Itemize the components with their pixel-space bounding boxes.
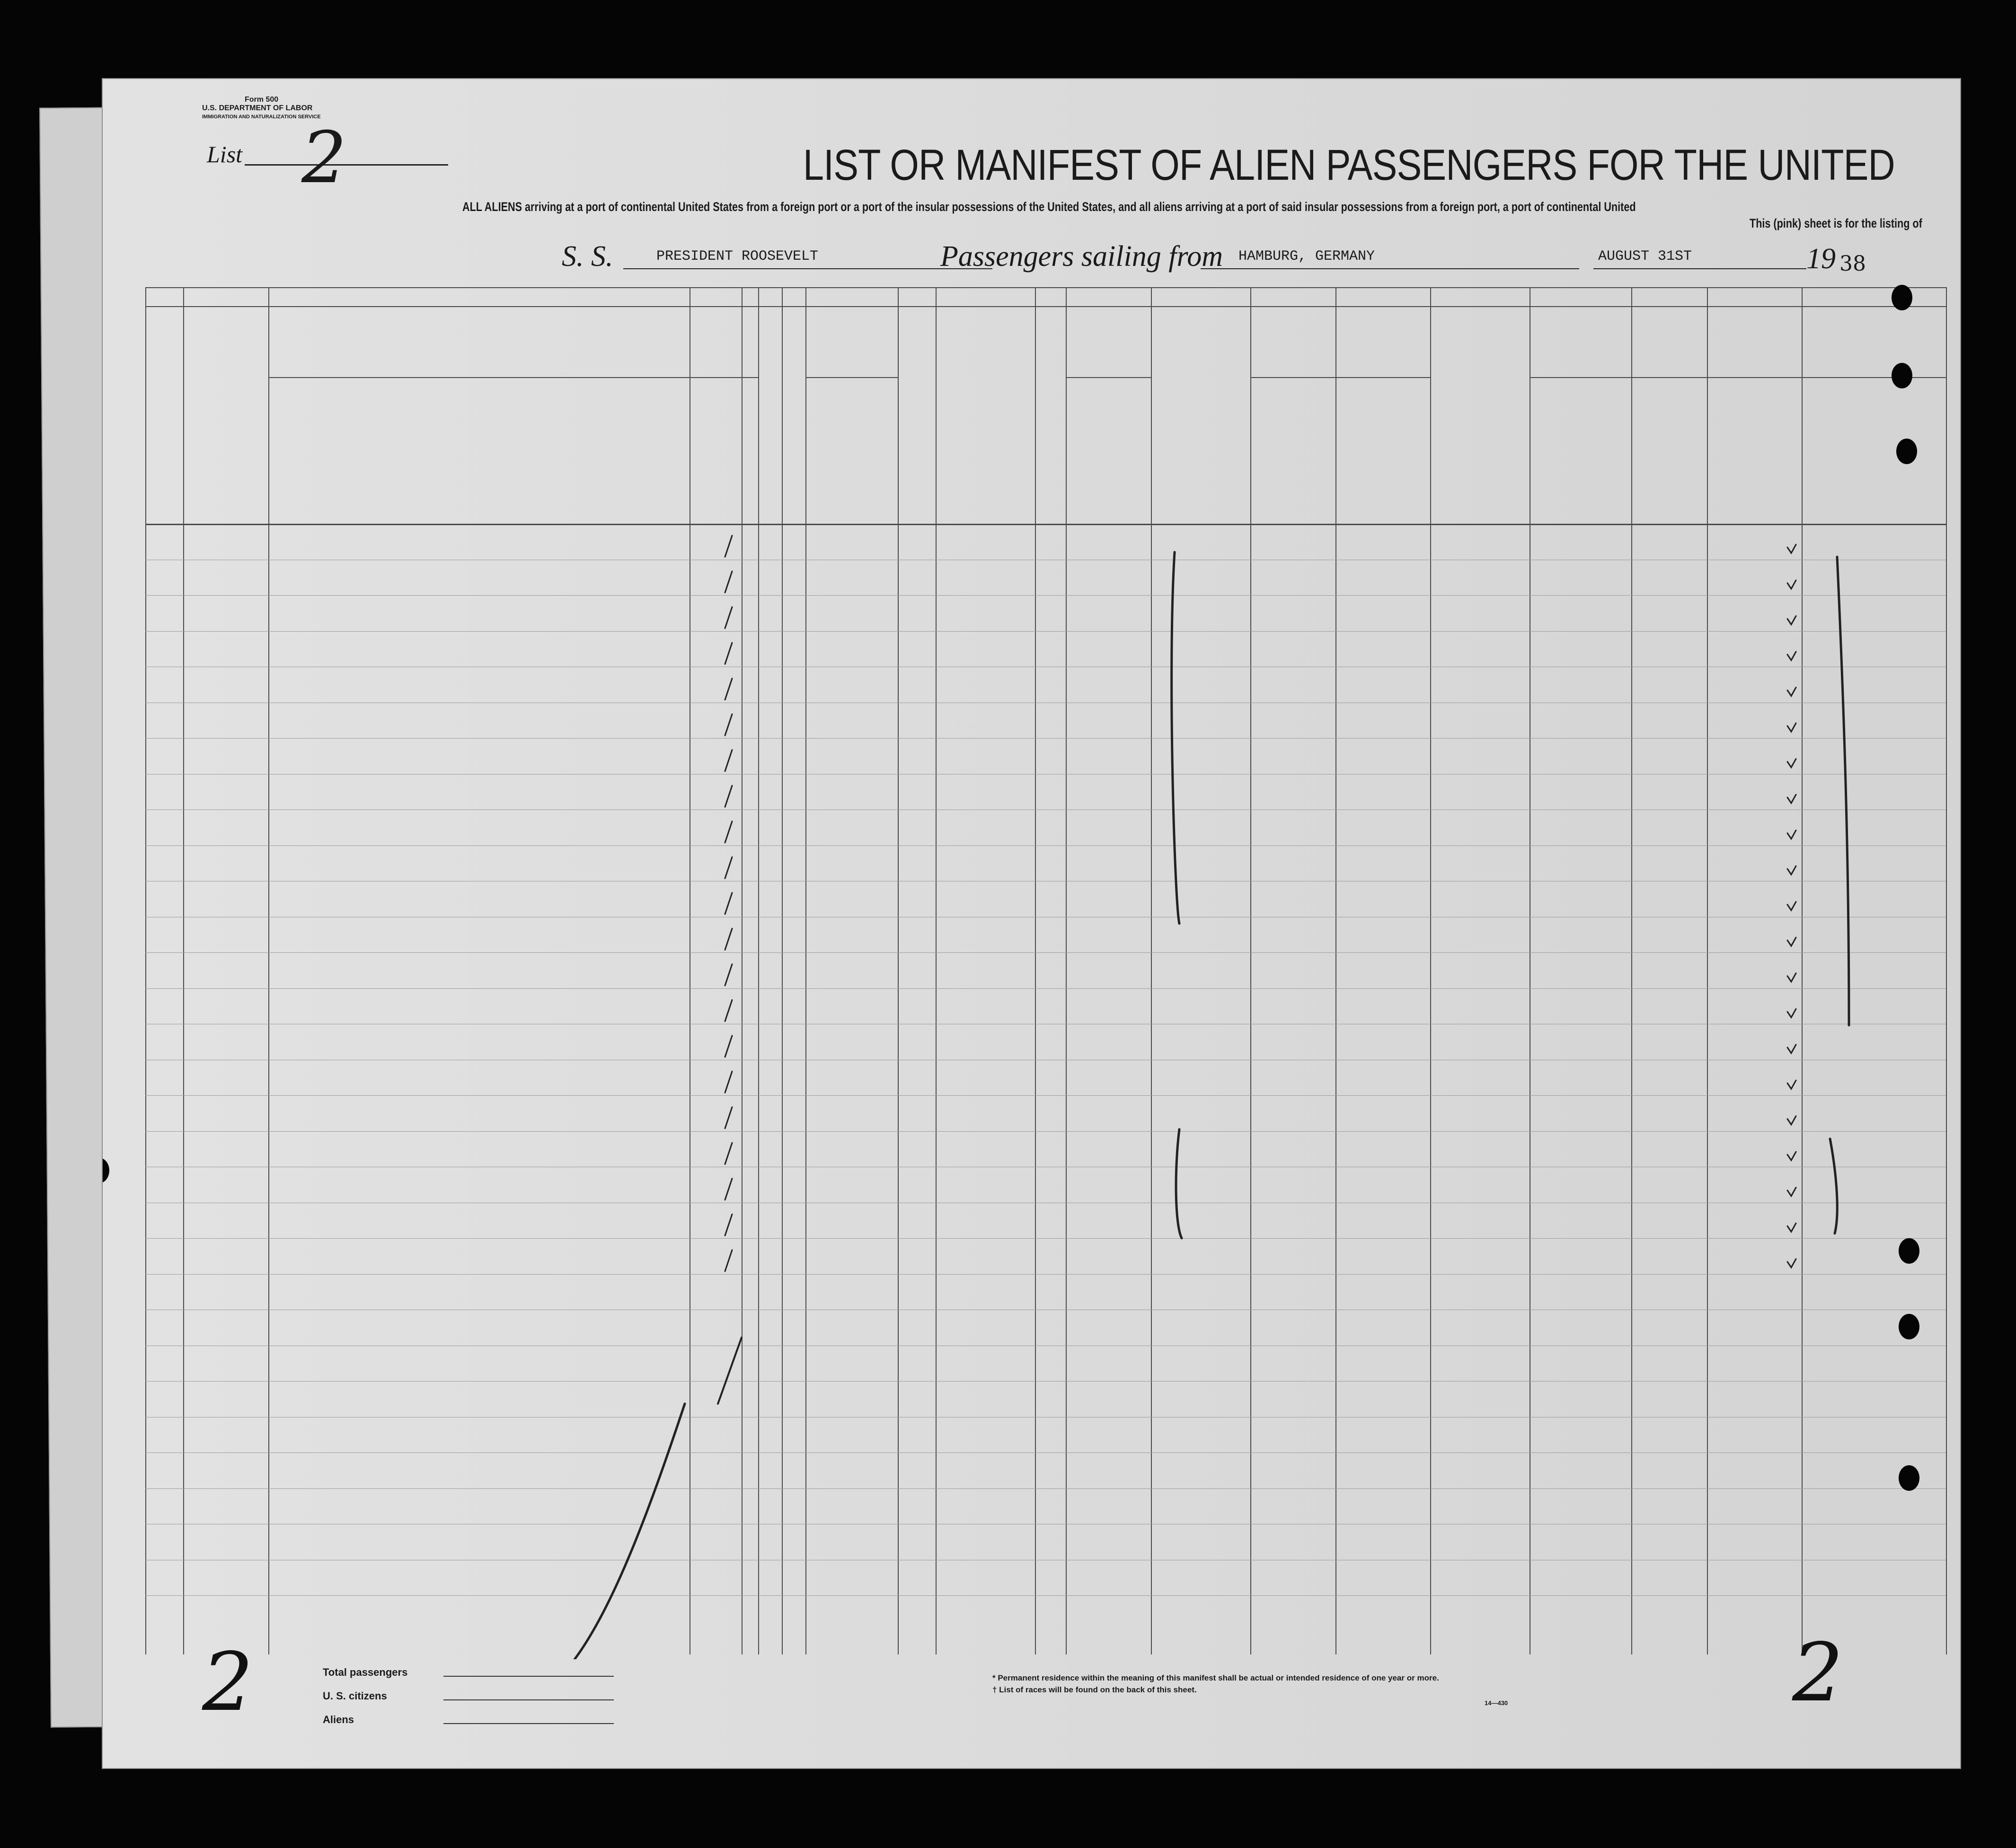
ditto-bracket: [1837, 557, 1849, 1025]
punch-hole: [1899, 1238, 1919, 1264]
tick-mark: [725, 572, 732, 593]
tick-mark: [725, 786, 732, 807]
tick-mark: [725, 607, 732, 628]
check-mark: [1787, 1152, 1796, 1161]
tick-mark: [725, 857, 732, 879]
check-mark: [1787, 545, 1796, 553]
tick-mark: [725, 643, 732, 664]
form-number: Form 500: [245, 96, 279, 104]
manifest-subtitle: ALL ALIENS arriving at a port of continental United States from a foreign port or a port of the insular possessions of the United States, and all aliens arriving at a port of said insular possessions from a foreign port, a port of continental United: [462, 200, 1636, 214]
tick-mark: [725, 1107, 732, 1128]
check-mark: [1787, 973, 1796, 982]
check-mark: [1787, 866, 1796, 875]
check-mark: [1787, 1045, 1796, 1053]
check-mark: [1787, 1223, 1796, 1232]
us-citizens-line: [443, 1699, 614, 1700]
manifest-title: LIST OR MANIFEST OF ALIEN PASSENGERS FOR THE UNITED: [803, 141, 1895, 189]
punch-hole: [1892, 363, 1912, 388]
tick-mark: [725, 750, 732, 771]
ditto-bracket: [1176, 1129, 1182, 1238]
tick-mark: [725, 536, 732, 557]
tick-mark: [725, 714, 732, 736]
column-rule: [1946, 287, 1947, 1654]
check-mark: [1787, 795, 1796, 803]
tick-mark: [725, 1072, 732, 1093]
sailing-label: Passengers sailing from: [940, 240, 1223, 273]
check-mark: [1787, 830, 1796, 839]
service: IMMIGRATION AND NATURALIZATION SERVICE: [202, 114, 321, 120]
check-mark: [1787, 902, 1796, 910]
department: U.S. DEPARTMENT OF LABOR: [202, 104, 313, 112]
footnote-races: † List of races will be found on the back of this sheet.: [992, 1685, 1197, 1694]
corner-mark-left: 2: [202, 1636, 254, 1729]
punch-hole: [1899, 1465, 1919, 1491]
row-strike-line: [718, 1338, 742, 1404]
manifest-table: [145, 287, 1946, 1659]
sailing-date: AUGUST 31ST: [1598, 248, 1692, 264]
footnote-residence: * Permanent residence within the meaning of this manifest shall be actual or intended residence of one year or more.: [992, 1673, 1439, 1682]
total-passengers-line: [443, 1676, 614, 1677]
punch-hole: [1892, 285, 1912, 310]
punch-hole: [1896, 439, 1917, 464]
manifest-sheet: [102, 78, 1961, 1769]
tick-mark: [725, 678, 732, 700]
ditto-bracket: [1830, 1139, 1837, 1233]
check-mark: [1787, 652, 1796, 660]
year-prefix: 19: [1806, 243, 1836, 275]
year-suffix: 38: [1839, 252, 1866, 276]
total-passengers-label: Total passengers: [323, 1666, 408, 1678]
check-mark: [1787, 616, 1796, 625]
check-mark: [1787, 1081, 1796, 1089]
check-mark: [1787, 723, 1796, 732]
tick-mark: [725, 1250, 732, 1271]
check-mark: [1787, 759, 1796, 767]
check-mark: [1787, 1009, 1796, 1018]
tick-mark: [725, 1143, 732, 1164]
footer-code: 14—430: [1485, 1699, 1508, 1707]
tick-mark: [725, 1179, 732, 1200]
corner-mark-right: 2: [1792, 1626, 1844, 1720]
tick-mark: [725, 964, 732, 986]
tick-mark: [725, 893, 732, 914]
aliens-label: Aliens: [323, 1714, 354, 1725]
check-mark: [1787, 938, 1796, 946]
port-underline: [1201, 268, 1579, 269]
punch-hole: [1899, 1314, 1919, 1339]
tick-mark: [725, 821, 732, 843]
list-label: List: [207, 141, 243, 167]
tick-mark: [725, 929, 732, 950]
check-mark: [1787, 1116, 1796, 1125]
aliens-line: [443, 1723, 614, 1724]
check-mark: [1787, 581, 1796, 589]
punch-hole: [102, 1158, 109, 1183]
manifest-subtitle-2: This (pink) sheet is for the listing of: [1750, 216, 1922, 230]
ship-underline: [623, 268, 992, 269]
ship-name: PRESIDENT ROOSEVELT: [656, 248, 819, 264]
check-mark: [1787, 687, 1796, 696]
check-mark: [1787, 1259, 1796, 1267]
tick-mark: [725, 1036, 732, 1057]
check-mark: [1787, 1188, 1796, 1196]
handwritten-strokes: [145, 287, 1946, 1659]
ss-label: S. S.: [562, 240, 613, 273]
ditto-bracket: [1172, 552, 1179, 924]
date-underline: [1593, 268, 1806, 269]
us-citizens-label: U. S. citizens: [323, 1690, 387, 1702]
list-number: 2: [301, 117, 347, 199]
unused-rows-strike-line: [519, 1404, 685, 1659]
tick-mark: [725, 1000, 732, 1021]
tick-mark: [725, 1214, 732, 1236]
departure-port: HAMBURG, GERMANY: [1238, 248, 1375, 264]
